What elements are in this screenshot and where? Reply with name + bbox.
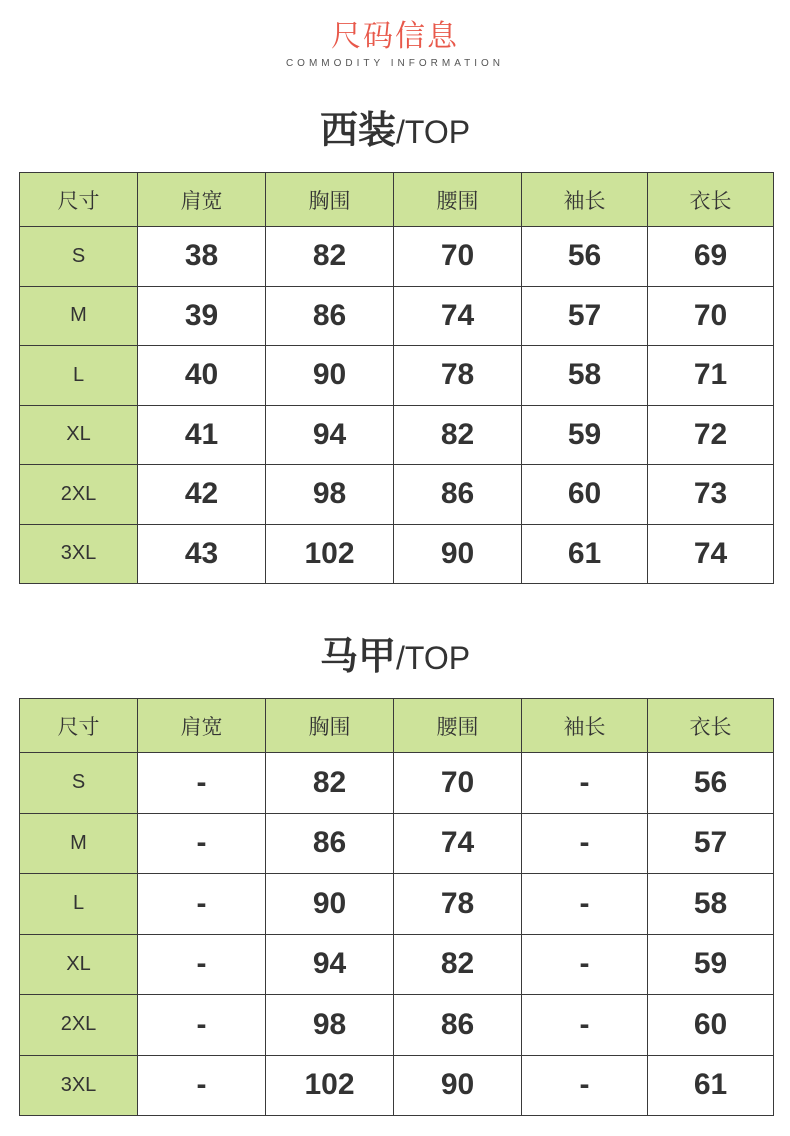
column-header-chest: 胸围 (266, 699, 394, 753)
chest-cell: 82 (266, 753, 394, 814)
table-row (20, 1055, 774, 1116)
vest-table-body (20, 753, 774, 1116)
vest-title-suffix: /TOP (395, 640, 471, 676)
chest-cell: 102 (266, 1055, 394, 1116)
sleeve-cell: - (522, 934, 648, 995)
chest-cell: 94 (266, 934, 394, 995)
page-subtitle: COMMODITY INFORMATION (285, 58, 505, 69)
table-row (20, 227, 774, 287)
waist-cell: 86 (394, 995, 522, 1056)
size-cell: 2XL (20, 465, 138, 525)
table-row (20, 813, 774, 874)
table-row (20, 346, 774, 406)
table-row (20, 995, 774, 1056)
length-cell: 57 (648, 813, 774, 874)
shoulder-cell: 40 (138, 346, 266, 406)
size-cell: XL (20, 934, 138, 995)
shoulder-cell: - (138, 874, 266, 935)
chest-cell: 98 (266, 995, 394, 1056)
suit-size-table (19, 172, 774, 584)
length-cell: 58 (648, 874, 774, 935)
suit-table-body (20, 227, 774, 584)
suit-section-title (0, 108, 790, 160)
table-row (20, 874, 774, 935)
waist-cell: 70 (394, 753, 522, 814)
sleeve-cell: - (522, 995, 648, 1056)
chest-cell: 98 (266, 465, 394, 525)
page-title: 尺码信息 (331, 19, 459, 54)
length-cell: 71 (648, 346, 774, 406)
sleeve-cell: 57 (522, 286, 648, 346)
size-cell: L (20, 874, 138, 935)
waist-cell: 74 (394, 286, 522, 346)
shoulder-cell: - (138, 753, 266, 814)
size-cell: 3XL (20, 524, 138, 584)
chest-cell: 86 (266, 813, 394, 874)
waist-cell: 70 (394, 227, 522, 287)
length-cell: 69 (648, 227, 774, 287)
shoulder-cell: - (138, 813, 266, 874)
shoulder-cell: - (138, 995, 266, 1056)
waist-cell: 78 (394, 874, 522, 935)
shoulder-cell: 38 (138, 227, 266, 287)
length-cell: 60 (648, 995, 774, 1056)
vest-title-name: 马甲 (319, 634, 396, 678)
length-cell: 73 (648, 465, 774, 525)
column-header-shoulder: 肩宽 (138, 699, 266, 753)
length-cell: 70 (648, 286, 774, 346)
shoulder-cell: - (138, 1055, 266, 1116)
column-header-size: 尺寸 (20, 173, 138, 227)
column-header-waist: 腰围 (394, 699, 522, 753)
waist-cell: 90 (394, 524, 522, 584)
length-cell: 59 (648, 934, 774, 995)
sleeve-cell: - (522, 1055, 648, 1116)
table-row (20, 405, 774, 465)
table-row (20, 753, 774, 814)
suit-title-name: 西装 (319, 108, 396, 152)
size-cell: 3XL (20, 1055, 138, 1116)
sleeve-cell: 56 (522, 227, 648, 287)
chest-cell: 82 (266, 227, 394, 287)
shoulder-cell: 39 (138, 286, 266, 346)
column-header-sleeve: 袖长 (522, 173, 648, 227)
waist-cell: 90 (394, 1055, 522, 1116)
sleeve-cell: - (522, 874, 648, 935)
table-header-row (20, 173, 774, 227)
shoulder-cell: 41 (138, 405, 266, 465)
column-header-sleeve: 袖长 (522, 699, 648, 753)
size-cell: M (20, 813, 138, 874)
column-header-length: 衣长 (648, 699, 774, 753)
length-cell: 61 (648, 1055, 774, 1116)
sleeve-cell: - (522, 813, 648, 874)
waist-cell: 74 (394, 813, 522, 874)
suit-title-suffix: /TOP (395, 114, 471, 150)
table-row (20, 524, 774, 584)
column-header-shoulder: 肩宽 (138, 173, 266, 227)
sleeve-cell: 59 (522, 405, 648, 465)
sleeve-cell: 58 (522, 346, 648, 406)
size-cell: 2XL (20, 995, 138, 1056)
vest-size-table (19, 698, 774, 1116)
sleeve-cell: - (522, 753, 648, 814)
size-cell: L (20, 346, 138, 406)
waist-cell: 82 (394, 934, 522, 995)
column-header-size: 尺寸 (20, 699, 138, 753)
chest-cell: 86 (266, 286, 394, 346)
shoulder-cell: - (138, 934, 266, 995)
sleeve-cell: 61 (522, 524, 648, 584)
length-cell: 74 (648, 524, 774, 584)
chest-cell: 90 (266, 874, 394, 935)
vest-section-title (0, 634, 790, 686)
waist-cell: 86 (394, 465, 522, 525)
page-header (0, 18, 790, 69)
table-row (20, 934, 774, 995)
table-row (20, 465, 774, 525)
sleeve-cell: 60 (522, 465, 648, 525)
column-header-length: 衣长 (648, 173, 774, 227)
waist-cell: 78 (394, 346, 522, 406)
size-cell: S (20, 227, 138, 287)
table-header-row (20, 699, 774, 753)
waist-cell: 82 (394, 405, 522, 465)
column-header-waist: 腰围 (394, 173, 522, 227)
shoulder-cell: 43 (138, 524, 266, 584)
chest-cell: 102 (266, 524, 394, 584)
size-cell: M (20, 286, 138, 346)
size-cell: XL (20, 405, 138, 465)
table-row (20, 286, 774, 346)
size-cell: S (20, 753, 138, 814)
length-cell: 56 (648, 753, 774, 814)
length-cell: 72 (648, 405, 774, 465)
chest-cell: 94 (266, 405, 394, 465)
shoulder-cell: 42 (138, 465, 266, 525)
chest-cell: 90 (266, 346, 394, 406)
column-header-chest: 胸围 (266, 173, 394, 227)
